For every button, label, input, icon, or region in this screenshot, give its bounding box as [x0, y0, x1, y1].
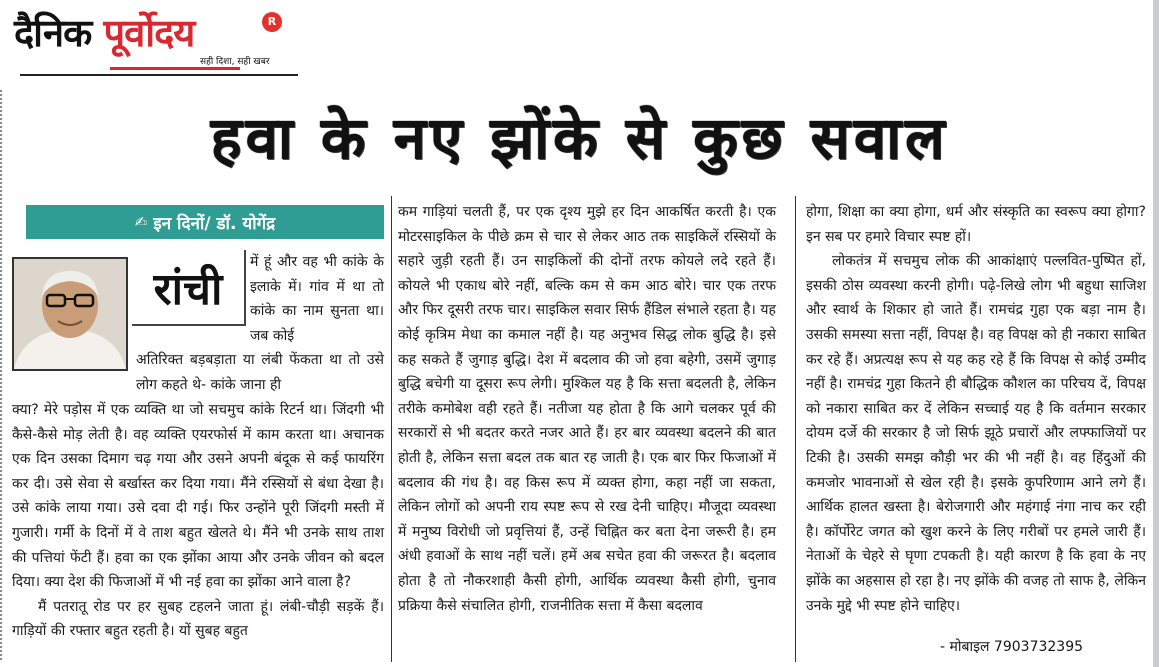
registered-mark: R — [262, 12, 282, 32]
column-1-body — [12, 398, 384, 644]
column-divider — [795, 196, 796, 662]
column-1-top — [250, 250, 384, 348]
paragraph: में हूं और वह भी कांके के इलाके में। गांव में था तो कांके का नाम सुनता था। जब कोई — [250, 254, 384, 344]
brand-suffix: पूर्वोदय — [103, 11, 195, 55]
column-1-mid — [136, 348, 384, 397]
author-photo — [12, 257, 128, 371]
page-margin-marks — [0, 90, 5, 660]
paragraph: मैं पतरातू रोड पर हर सुबह टहलने जाता हूं। लंबी-चौड़ी सड़कें हैं। गाड़ियों की रफ्तार बहुत रहती है। यों सुबह बहुत — [12, 598, 384, 640]
newspaper-logo — [14, 6, 194, 58]
brand-prefix: दैनिक — [14, 11, 104, 55]
paragraph: क्या? मेरे पड़ोस में एक व्यक्ति था जो सचमुच कांके रिटर्न था। जिंदगी भी कैसे-कैसे मोड़ लेती है। वह व्यक्ति एयरफोर्स में काम करता था। अचानक एक दिन उसका दिमाग चढ़ गया और उसने अपनी बंदूक से कई फायरिंग कर दी। उसे सेवा से बर्खास्त कर दिया गया। मैंने रस्सियों से बंधा देखा है। उसे कांके लाया गया। उसे दवा दी गई। फिर उन्होंने पूरी जिंदगी मस्ती में गुजारी। गर्मी के दिनों में वे ताश बहुत खेलते थे। मैंने भी उनके साथ ताश की पत्तियां फेंटी हैं। हवा का एक झोंका आया और उनके जीवन को बदल दिया। क्या देश की फिजाओं में भी नई हवा का झोंका आने वाला है? — [12, 402, 384, 591]
column-2 — [398, 200, 776, 618]
dateline-place: रांची — [153, 264, 223, 315]
paragraph: अतिरिक्त बड़बड़ाता या लंबी फेंकता था तो उसे लोग कहते थे- कांके जाना ही — [136, 352, 384, 393]
author-contact: - मोबाइल 7903732395 — [940, 639, 1084, 655]
paragraph: लोकतंत्र में सचमुच लोक की आकांक्षाएं पल्लवित-पुष्पित हों, इसकी ठोस व्यवस्था करनी होगी। पढ़े-लिखे लोग भी बहुधा साजिश और स्वार्थ के शिकार हो जाते हैं। रामचंद्र गुहा एक बड़ा नाम है। उसकी समस्या सत्ता नहीं, विपक्ष है। वह विपक्ष को ही नकारा साबित कर रहे हैं। अप्रत्यक्ष रूप से यह कह रहे हैं कि विपक्ष से कोई उम्मीद नहीं है। रामचंद्र गुहा कितने ही बौद्धिक कौशल का परिचय दें, विपक्ष को नकारा साबित कर दें लेकिन सच्चाई यह है कि वर्तमान सरकार दोयम दर्जे की सरकार है जो सिर्फ झूठे प्रचारों और लफ्फाजियों पर टिकी है। उसकी समझ कौड़ी भर की भी नहीं है। वह हिंदुओं की कमजोर भावनाओं से खेल रही है। इसके कुपरिणाम आने लगे हैं। आर्थिक हालत खस्ता है। बेरोजगारी और महंगाई नंगा नाच कर रही है। कॉर्पोरेट जगत को खुश करने के लिए गरीबों पर हमले जारी हैं। नेताओं के चेहरे से घृणा टपकती है। यही कारण है कि हवा के नए झोंके का अहसास हो रहा है। नए झोंके की वजह तो साफ है, लेकिन उनके मुद्दे भी स्पष्ट होने चाहिए। — [806, 253, 1146, 614]
masthead-tagline: सही दिशा, सही खबर — [200, 57, 270, 67]
masthead-accent — [110, 67, 240, 70]
column-divider — [391, 196, 392, 662]
byline-bar — [26, 205, 384, 239]
column-3 — [806, 200, 1146, 618]
dateline-box — [132, 250, 246, 326]
masthead-rule — [20, 74, 298, 76]
masthead — [10, 4, 290, 76]
paragraph: कम गाड़ियां चलती हैं, पर एक दृश्य मुझे हर दिन आकर्षित करती है। एक मोटरसाइकिल के पीछे क्रम से चार से लेकर आठ तक साइकिलें रस्सियों के सहारे जुड़ी रहती हैं। उन साइकिलों की दोनों तरफ कोयले लदे रहते हैं। कोयले भी एकाध बोरे नहीं, बल्कि कम से कम आठ बोरे। चार एक तरफ और फिर दूसरी तरफ चार। साइकिल सवार सिर्फ हैंडिल संभाले रहता है। यह कोई कृत्रिम मेधा का कमाल नहीं है। यह अनुभव सिद्ध लोक बुद्धि है। इसे कह सकते हैं जुगाड़ बुद्धि। देश में बदलाव की जो हवा बहेगी, उसमें जुगाड़ बुद्धि बचेगी या दूसरा रूप लेगी। मुश्किल यह है कि सत्ता बदलती है, लेकिन तरीके कमोबेश वही रहते हैं। नतीजा यह होता है कि आगे चलकर पूर्व की सरकारों से भी बदतर करते नजर आते हैं। हर बार व्यवस्था बदलने की बात होती है, लेकिन सत्ता बदल तक बात रह जाती है। एक बार फिर फिजाओं में बदलाव की गंध है। वह किस रूप में व्यक्त होगा, कहा नहीं जा सकता, लेकिन लोगों को अपनी राय स्पष्ट रूप से रख देनी चाहिए। मौजूदा व्यवस्था में मनुष्य विरोधी जो प्रवृत्तियां हैं, उन्हें चिह्नित कर बता देना जरूरी है। हम अंधी हवाओं के साथ नहीं चलें। हमें अब सचेत हवा की जरूरत है। बदलाव होता है तो नौकरशाही कैसी होगी, आर्थिक व्यवस्था कैसी होगी, चुनाव प्रक्रिया कैसे संचालित होगी, राजनीतिक सत्ता में कैसा बदलाव — [398, 204, 776, 614]
byline-text: इन दिनों/ डॉ. योगेंद्र — [153, 213, 276, 234]
paragraph: होगा, शिक्षा का क्या होगा, धर्म और संस्कृति का स्वरूप क्या होगा? इन सब पर हमारे विचार स्पष्ट हों। — [806, 204, 1146, 245]
pen-icon: ✍ — [134, 213, 148, 231]
article-headline: हवा के नए झोंके से कुछ सवाल — [210, 104, 949, 172]
